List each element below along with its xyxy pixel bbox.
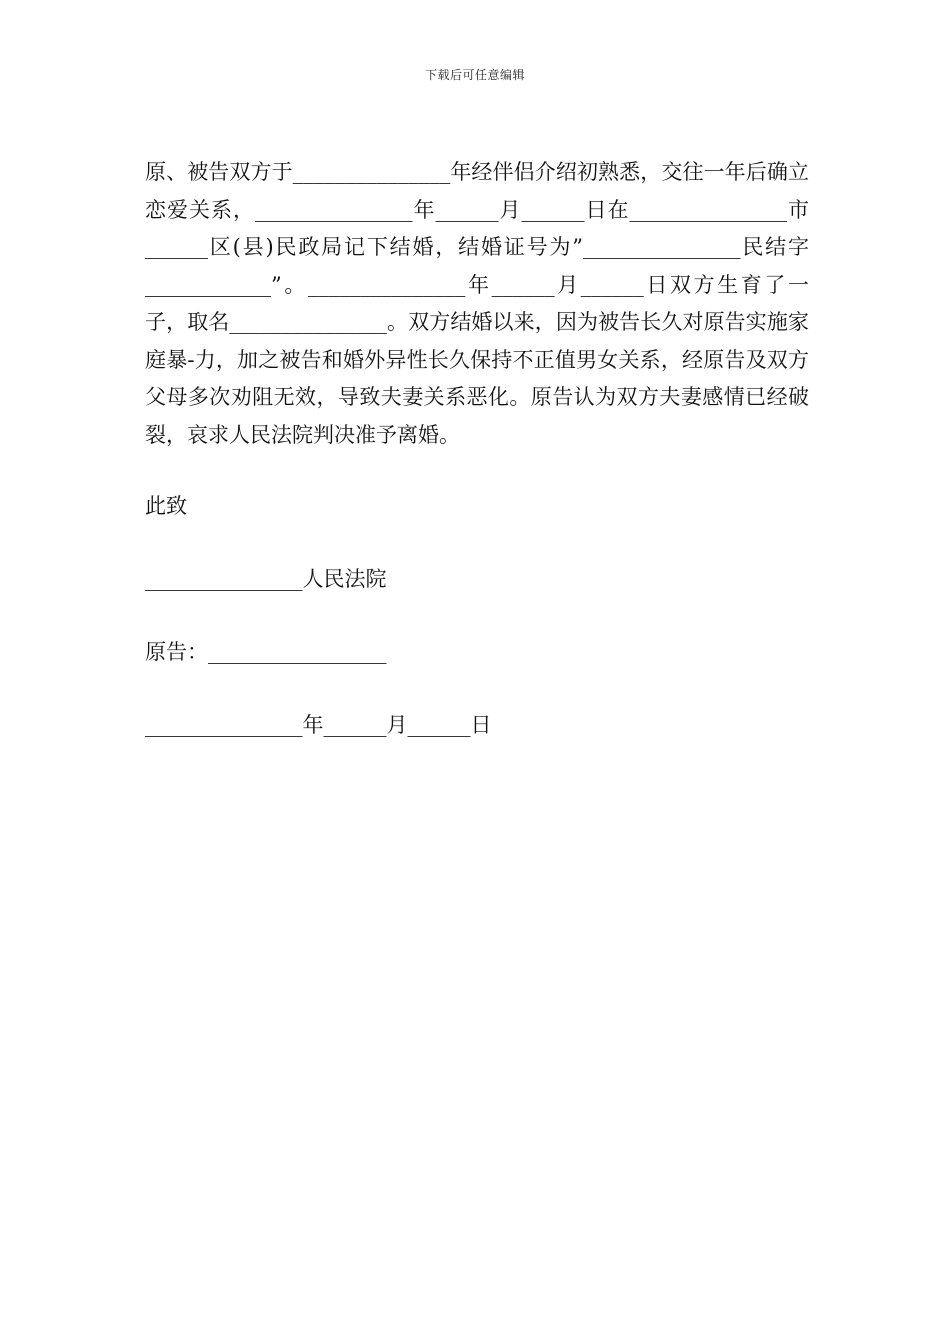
complaint-paragraph: 原、被告双方于_______________年经伴侣介绍初熟悉，交往一年后确立恋爱关系，_______________年______月______日在_______________市______区(县)民政局记下结婚，结婚证号为”_______________民结字____________”。_______________年______月______日双方生育了一子，取名_______________。双方结婚以来，因为被告长久对原告实施家庭暴-力，加之被告和婚外异性长久保持不正值男女关系，经原告及双方父母多次劝阻无效，导致夫妻关系恶化。原告认为双方夫妻感情已经破裂，哀求人民法院判决准予离婚。 [145, 160, 809, 447]
date-line: _______________年______月______日 [145, 713, 492, 737]
plaintiff-signature-line: 原告：_________________ [145, 640, 387, 664]
salutation: 此致 [145, 494, 187, 518]
court-line: _______________人民法院 [145, 567, 387, 591]
page-header: 下载后可任意编辑 [424, 68, 525, 82]
